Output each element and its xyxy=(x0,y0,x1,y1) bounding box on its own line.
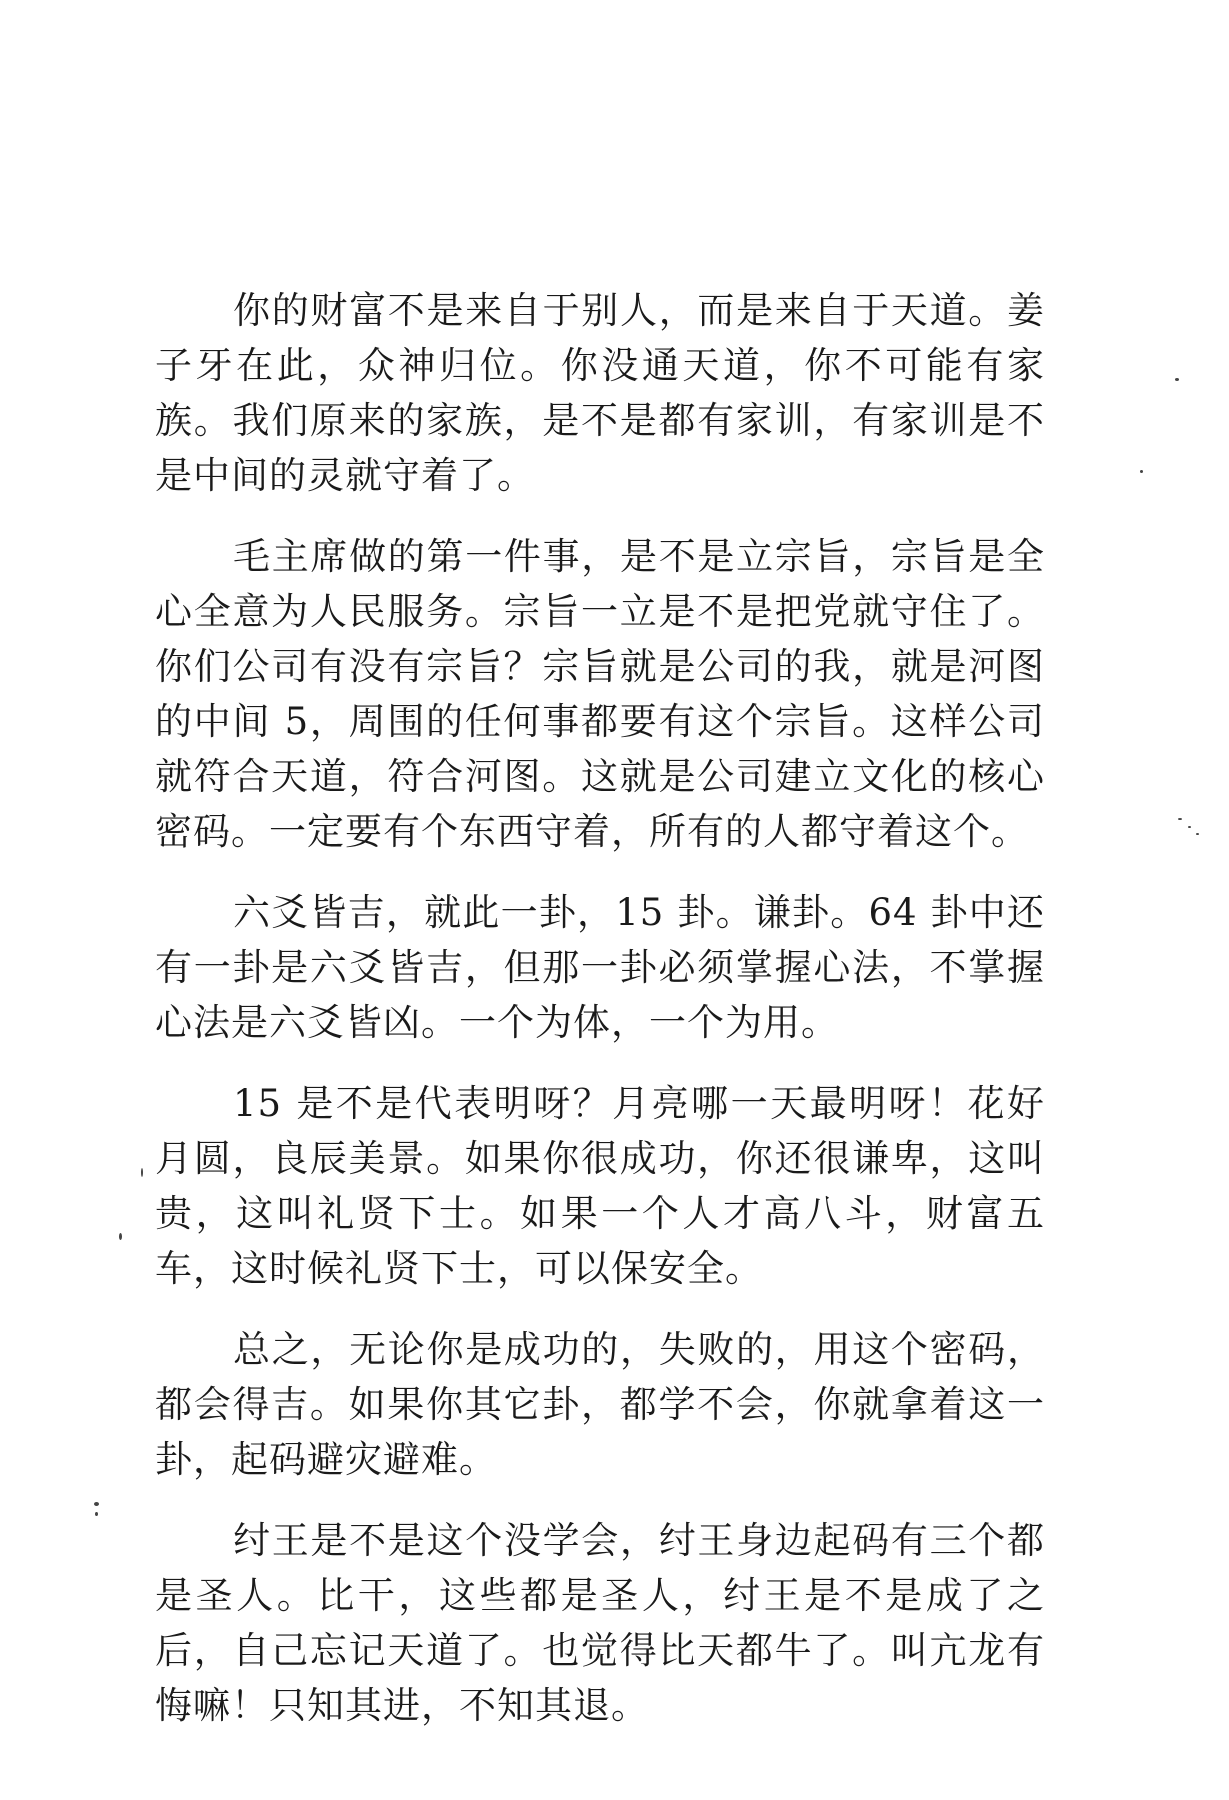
body-text xyxy=(155,283,1045,1759)
scan-speck xyxy=(1175,378,1179,381)
scan-speck xyxy=(141,1168,143,1177)
scan-speck xyxy=(94,1502,99,1506)
paragraph-2: 毛主席做的第一件事，是不是立宗旨，宗旨是全心全意为人民服务。宗旨一立是不是把党就守住了。你们公司有没有宗旨？宗旨就是公司的我，就是河图的中间 5，周围的任何事都要有这个宗旨。这样公司就符合天道，符合河图。这就是公司建立文化的核心密码。一定要有个东西守着，所有的人都守着这个。 xyxy=(155,535,1045,853)
paragraph-1: 你的财富不是来自于别人，而是来自于天道。姜子牙在此，众神归位。你没通天道，你不可能有家族。我们原来的家族，是不是都有家训，有家训是不是中间的灵就守着了。 xyxy=(155,289,1045,497)
scan-speck xyxy=(1178,818,1182,820)
scan-speck xyxy=(95,1512,98,1516)
scan-speck xyxy=(1196,833,1199,835)
paragraph-3: 六爻皆吉，就此一卦，15 卦。谦卦。64 卦中还有一卦是六爻皆吉，但那一卦必须掌握心法，不掌握心法是六爻皆凶。一个为体，一个为用。 xyxy=(155,891,1045,1044)
scan-speck xyxy=(1140,470,1143,473)
scan-speck xyxy=(119,1233,122,1240)
paragraph-4: 15 是不是代表明呀？月亮哪一天最明呀！花好月圆，良辰美景。如果你很成功，你还很谦卑，这叫贵，这叫礼贤下士。如果一个人才高八斗，财富五车，这时候礼贤下士，可以保安全。 xyxy=(155,1082,1045,1290)
scan-speck xyxy=(1188,826,1191,828)
paragraph-5: 总之，无论你是成功的，失败的，用这个密码，都会得吉。如果你其它卦，都学不会，你就拿着这一卦，起码避灾避难。 xyxy=(155,1328,1045,1481)
paragraph-6: 纣王是不是这个没学会，纣王身边起码有三个都是圣人。比干，这些都是圣人，纣王是不是成了之后，自己忘记天道了。也觉得比天都牛了。叫亢龙有悔嘛！只知其进，不知其退。 xyxy=(155,1519,1045,1727)
